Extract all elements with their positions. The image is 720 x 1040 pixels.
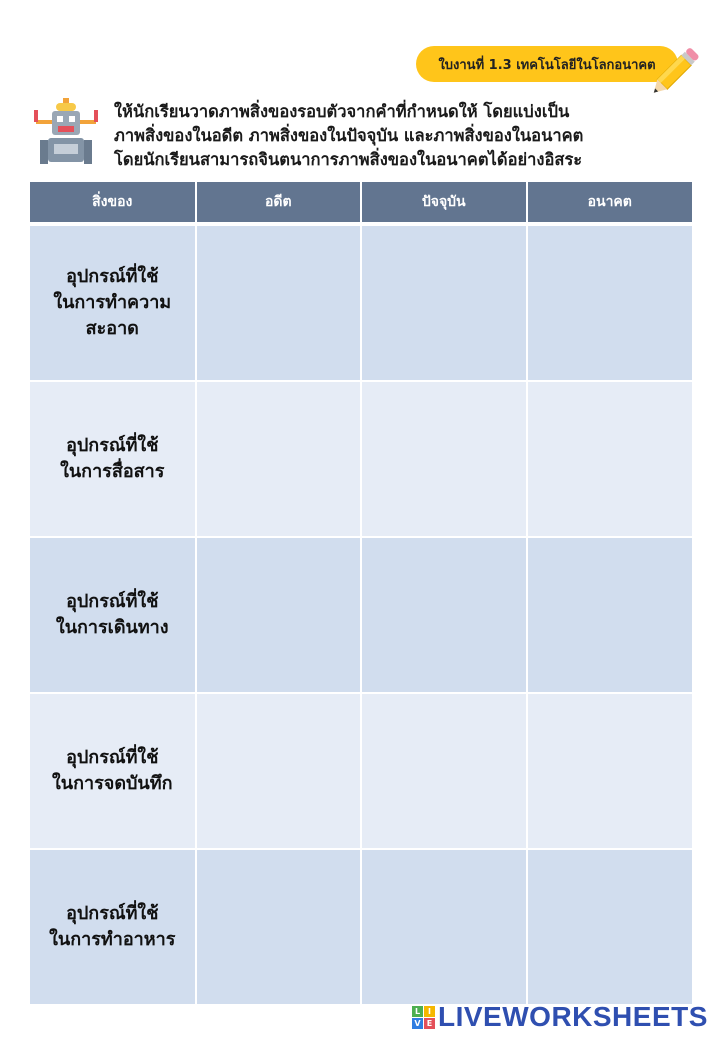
row-label-line: สะอาด	[85, 318, 139, 339]
past-drawing-cell[interactable]	[196, 537, 362, 693]
instruction-line: โดยนักเรียนสามารถจินตนาการภาพสิ่งของในอนาคตได้อย่างอิสระ	[114, 150, 583, 169]
table-row	[30, 693, 692, 849]
future-drawing-cell[interactable]	[527, 381, 693, 537]
table-row	[30, 849, 692, 1004]
logo-text: LIVEWORKSHEETS	[438, 1001, 708, 1032]
past-drawing-cell[interactable]	[196, 849, 362, 1004]
column-header-present: ปัจจุบัน	[361, 182, 527, 224]
worksheet-title: ใบงานที่ 1.3 เทคโนโลยีในโลกอนาคต	[438, 57, 656, 73]
future-drawing-cell[interactable]	[527, 224, 693, 381]
past-drawing-cell[interactable]	[196, 381, 362, 537]
row-label-line: อุปกรณ์ที่ใช้	[66, 903, 159, 924]
row-label	[30, 589, 195, 641]
instruction-line: ให้นักเรียนวาดภาพสิ่งของรอบตัวจากคำที่กำหนดให้ โดยแบ่งเป็น	[114, 102, 570, 121]
liveworksheets-logo[interactable]	[412, 1002, 708, 1032]
instruction-line: ภาพสิ่งของในอดีต ภาพสิ่งของในปัจจุบัน และภาพสิ่งของในอนาคต	[114, 126, 584, 145]
row-label-line: อุปกรณ์ที่ใช้	[66, 591, 159, 612]
future-drawing-cell[interactable]	[527, 693, 693, 849]
logo-letter: I	[424, 1006, 435, 1017]
table-row	[30, 224, 692, 381]
row-label	[30, 745, 195, 797]
row-label-cell	[30, 537, 196, 693]
row-label-line: ในการจดบันทึก	[52, 773, 173, 794]
row-label-cell	[30, 849, 196, 1004]
worksheet-title-badge	[416, 46, 678, 82]
instructions	[114, 100, 704, 172]
present-drawing-cell[interactable]	[361, 849, 527, 1004]
past-drawing-cell[interactable]	[196, 693, 362, 849]
row-label-line: อุปกรณ์ที่ใช้	[66, 266, 159, 287]
row-label-line: ในการทำความ	[53, 292, 172, 313]
row-label-cell	[30, 381, 196, 537]
row-label-line: ในการเดินทาง	[55, 617, 169, 638]
logo-letter: V	[412, 1018, 423, 1029]
row-label-cell	[30, 224, 196, 381]
logo-letter: E	[424, 1018, 435, 1029]
column-header-future: อนาคต	[527, 182, 693, 224]
robot-icon	[30, 98, 102, 170]
row-label-line: ในการทำอาหาร	[49, 929, 176, 950]
row-label-cell	[30, 693, 196, 849]
future-drawing-cell[interactable]	[527, 849, 693, 1004]
drawing-table	[30, 182, 692, 1004]
present-drawing-cell[interactable]	[361, 224, 527, 381]
present-drawing-cell[interactable]	[361, 381, 527, 537]
logo-mark-icon	[412, 1006, 435, 1029]
future-drawing-cell[interactable]	[527, 537, 693, 693]
column-header-item: สิ่งของ	[30, 182, 196, 224]
column-header-past: อดีต	[196, 182, 362, 224]
table-row	[30, 381, 692, 537]
present-drawing-cell[interactable]	[361, 537, 527, 693]
table-row	[30, 537, 692, 693]
past-drawing-cell[interactable]	[196, 224, 362, 381]
row-label	[30, 264, 195, 342]
row-label-line: อุปกรณ์ที่ใช้	[66, 747, 159, 768]
row-label	[30, 433, 195, 485]
logo-letter: L	[412, 1006, 423, 1017]
table-header-row	[30, 182, 692, 224]
pencil-icon	[640, 38, 710, 108]
row-label-line: อุปกรณ์ที่ใช้	[66, 435, 159, 456]
row-label-line: ในการสื่อสาร	[60, 461, 165, 482]
present-drawing-cell[interactable]	[361, 693, 527, 849]
row-label	[30, 901, 195, 953]
